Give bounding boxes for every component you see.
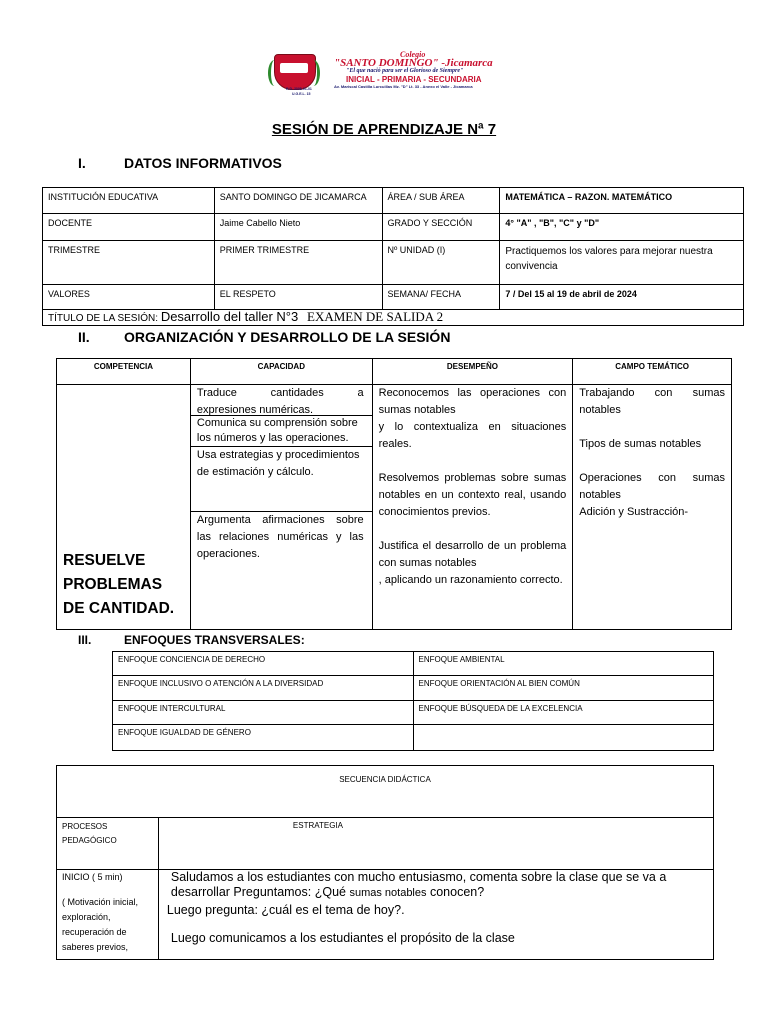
page-title: SESIÓN DE APRENDIZAJE Nª 7 [271, 121, 497, 138]
enfoques-table [112, 651, 714, 751]
procesos-header: PROCESOS PEDAGÓGICO [57, 818, 159, 870]
laurel-right-icon [307, 60, 320, 86]
estrategia-text: conocen? [426, 885, 485, 899]
table-row [113, 676, 714, 701]
competencia-text: RESUELVE PROBLEMAS DE CANTIDAD. [63, 552, 175, 617]
enfoque-cell: ENFOQUE INTERCULTURAL [113, 701, 414, 725]
table-cell: VALORES [43, 285, 215, 310]
table-cell: TRIMESTRE [43, 241, 215, 285]
campo-item: Adición y Sustracción- [579, 506, 689, 518]
table-cell: MATEMÁTICA – RAZON. MATEMÁTICO [500, 188, 744, 214]
header-desempeno: DESEMPEÑO [372, 359, 573, 385]
secuencia-table [56, 765, 714, 960]
estrategia-line: Luego comunicamos a los estudiantes el propósito de la clase [170, 931, 515, 945]
competencia-cell [57, 385, 191, 630]
desempeno-item: Resolvemos problemas sobre sumas notables en un contexto real, usando conocimientos previos. [378, 472, 567, 518]
section-2-title: ORGANIZACIÓN Y DESARROLLO DE LA SESIÓN [124, 329, 451, 345]
desempeno-item: y lo contextualiza en situaciones reales. [378, 421, 567, 450]
school-ugel: U.G.E.L. 15 [292, 92, 311, 96]
header-competencia: COMPETENCIA [57, 359, 191, 385]
campo-item: Tipos de sumas notables [579, 438, 702, 450]
campo-item: Operaciones con sumas notables [579, 472, 725, 501]
capacidad-item: Traduce cantidades a expresiones numéricas. [191, 385, 372, 416]
table-cell: GRADO Y SECCIÓN [382, 214, 500, 241]
table-row [57, 385, 732, 630]
table-row [43, 310, 744, 326]
school-prefix: Colegio [400, 50, 426, 59]
table-row [57, 818, 714, 870]
section-1-title: DATOS INFORMATIVOS [124, 155, 282, 171]
section-1-number: I. [78, 155, 86, 171]
table-row [57, 870, 714, 960]
table-cell: ÁREA / SUB ÁREA [382, 188, 500, 214]
school-levels: INICIAL - PRIMARIA - SECUNDARIA [346, 75, 482, 84]
enfoque-cell: ENFOQUE IGUALDAD DE GÉNERO [113, 725, 414, 751]
table-cell: EL RESPETO [214, 285, 382, 310]
capacidad-item: Argumenta afirmaciones sobre las relaciones numéricas y las operaciones. [196, 514, 364, 560]
table-row [113, 725, 714, 751]
table-row [43, 214, 744, 241]
table-cell: SANTO DOMINGO DE JICAMARCA [214, 188, 382, 214]
session-title-cell [43, 310, 744, 326]
estrategia-text: Saludamos a los estudiantes con mucho entusiasmo, comenta sobre la clase que se va a desarrollar Preguntamos: ¿Qué [170, 870, 667, 899]
datos-informativos-table [42, 187, 744, 326]
school-crest [270, 52, 318, 88]
capacidad-cell [190, 385, 372, 630]
table-header-row [57, 359, 732, 385]
table-row [57, 766, 714, 818]
session-title-extra: EXAMEN DE SALIDA 2 [307, 309, 444, 324]
table-cell: Nº UNIDAD (I) [382, 241, 500, 285]
session-title-value: Desarrollo del taller N°3 [160, 309, 299, 324]
school-rd: R.D. 2008-01-01 [286, 87, 312, 91]
session-title-label: TÍTULO DE LA SESIÓN: [48, 313, 159, 324]
enfoque-cell: ENFOQUE INCLUSIVO O ATENCIÓN A LA DIVERSIDAD [113, 676, 414, 701]
campo-tematico-cell [573, 385, 732, 630]
section-2-number: II. [78, 329, 90, 345]
enfoque-cell: ENFOQUE CONCIENCIA DE DERECHO [113, 652, 414, 676]
desempeno-item: Justifica el desarrollo de un problema con sumas notables [378, 540, 567, 569]
estrategia-header: ESTRATEGIA [158, 818, 713, 870]
inicio-cell [57, 870, 159, 960]
header-capacidad: CAPACIDAD [190, 359, 372, 385]
inicio-description: ( Motivación inicial, exploración, recuperación de saberes previos, [62, 897, 139, 952]
table-cell: SEMANA/ FECHA [382, 285, 500, 310]
table-cell: 7 / Del 15 al 19 de abril de 2024 [500, 285, 744, 310]
table-cell: INSTITUCIÓN EDUCATIVA [43, 188, 215, 214]
inicio-label: INICIO ( 5 min) [62, 872, 123, 882]
inicio-estrategia-cell [158, 870, 713, 960]
enfoque-cell: ENFOQUE ORIENTACIÓN AL BIEN COMÚN [413, 676, 714, 701]
enfoque-cell: ENFOQUE BÚSQUEDA DE LA EXCELENCIA [413, 701, 714, 725]
table-cell: PRIMER TRIMESTRE [214, 241, 382, 285]
table-cell: 4° "A" , "B", "C" y "D" [500, 214, 744, 241]
desempeno-cell [372, 385, 573, 630]
table-row [43, 241, 744, 285]
estrategia-highlight: sumas notables [349, 887, 427, 899]
table-row [113, 652, 714, 676]
desempeno-item: Reconocemos las operaciones con sumas notables [378, 387, 567, 416]
capacidad-item: Comunica su comprensión sobre los números y las operaciones. [191, 416, 372, 447]
header-campo-tematico: CAMPO TEMÁTICO [573, 359, 732, 385]
section-3-number: III. [78, 633, 92, 647]
school-name: "SANTO DOMINGO" -Jicamarca [334, 57, 493, 69]
enfoque-cell: ENFOQUE AMBIENTAL [413, 652, 714, 676]
campo-item: Trabajando con sumas notables [579, 387, 725, 416]
estrategia-line: Luego pregunta: ¿cuál es el tema de hoy?. [166, 903, 405, 917]
desempeno-item: , aplicando un razonamiento correcto. [378, 574, 563, 586]
organizacion-table [56, 358, 732, 630]
estrategia-line [171, 870, 703, 901]
school-address: Av. Mariscal Castilla Lurcuillas Mz. "D" Lt. 33 - Anexo el Valle - Jicamarca [334, 84, 473, 89]
table-cell: DOCENTE [43, 214, 215, 241]
capacidad-item: Usa estrategias y procedimientos de estimación y cálculo. [191, 447, 372, 512]
table-row [43, 188, 744, 214]
secuencia-title: SECUENCIA DIDÁCTICA [57, 766, 714, 818]
school-motto: "El que nació para ser el Glorioso de Siempre" [346, 68, 464, 74]
table-cell: Practiquemos los valores para mejorar nuestra convivencia [500, 241, 744, 285]
table-cell: Jaime Cabello Nieto [214, 214, 382, 241]
crest-band [280, 63, 308, 73]
table-row [113, 701, 714, 725]
table-row [43, 285, 744, 310]
section-3-title: ENFOQUES TRANSVERSALES: [124, 633, 305, 647]
enfoque-cell [413, 725, 714, 751]
